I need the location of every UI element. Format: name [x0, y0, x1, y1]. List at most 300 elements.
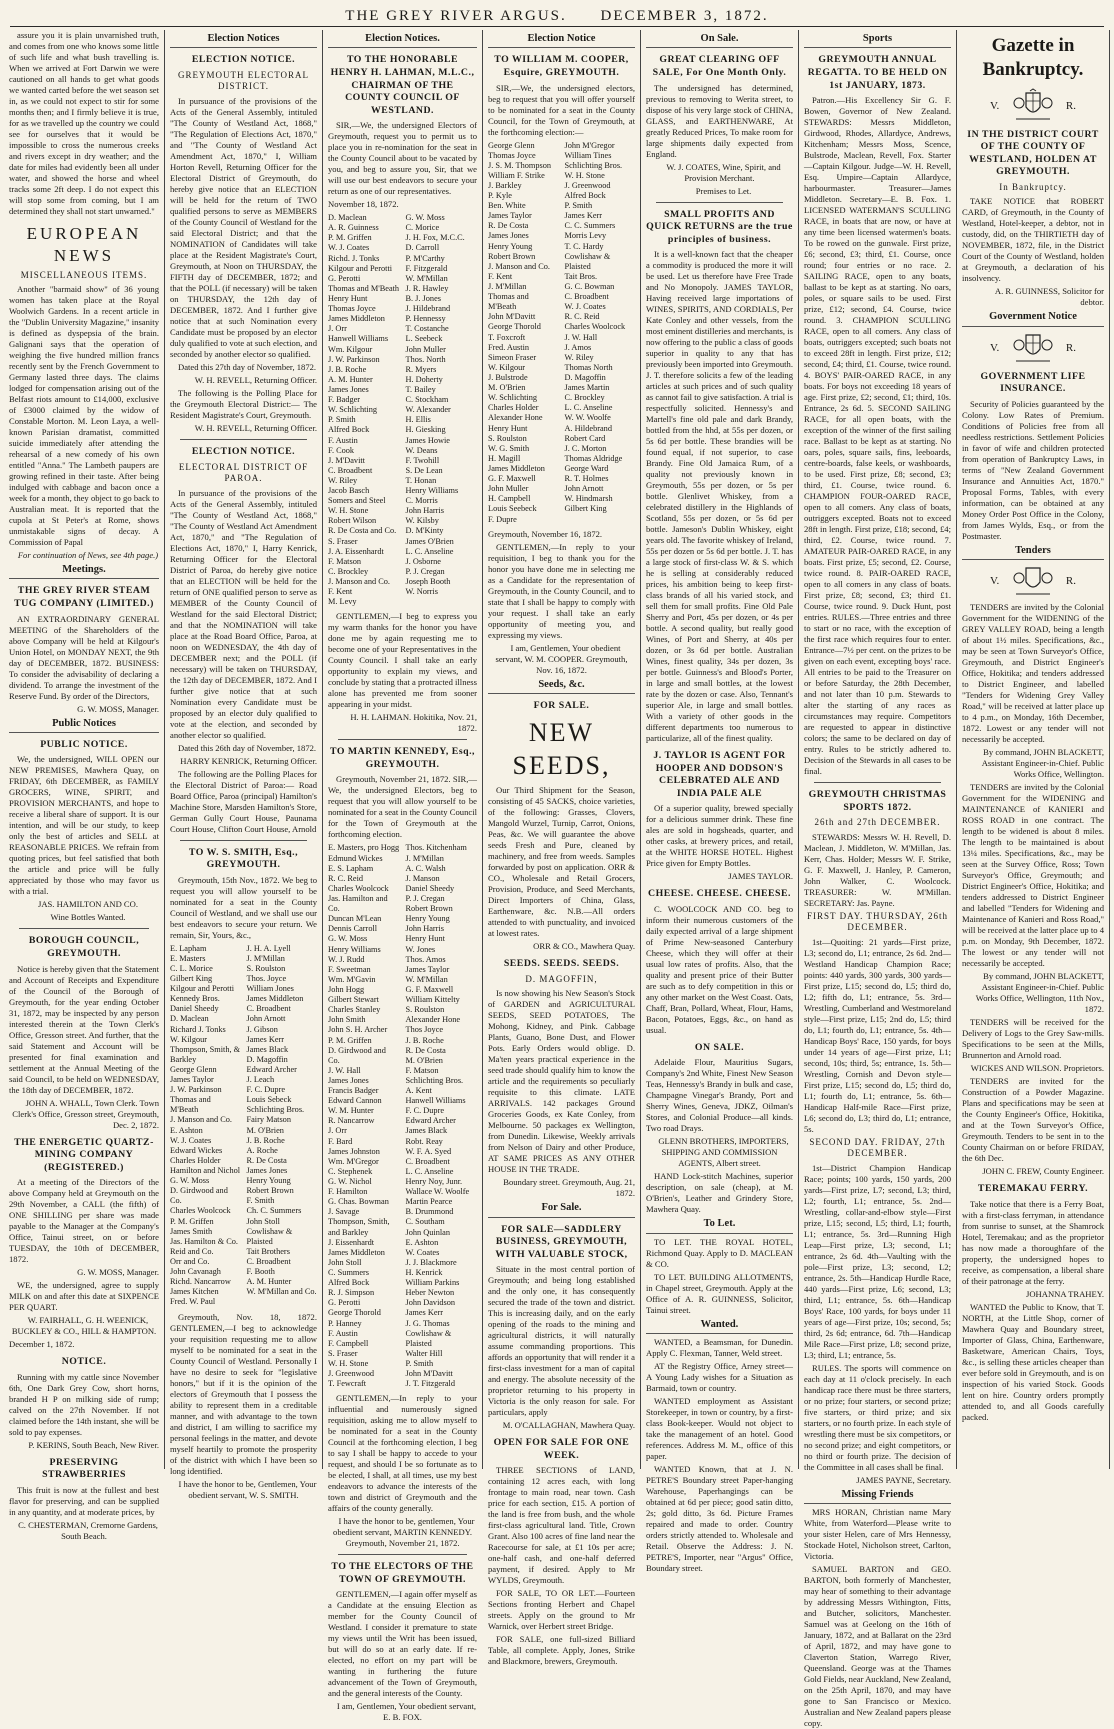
signatory-name: Henry Hunt	[328, 293, 368, 303]
borough-council-body: Notice is hereby given that the Statement and Account of Receipts and Expenditure of the Council of the Borough of Greymouth, for the year ending October 31, 1872, may be inspected by any person interested therein at the Town Clerk's Office, Gresson street. And further, that the said Statement and Account will be presented for final examination and settlement at the Annual Meeting of the said Council, to be held on WEDNESDAY, the 18th day of DECEMBER, 1872.	[9, 963, 159, 1095]
signatory-name: W. H. Stone	[328, 506, 369, 516]
signatory-name: J. B. Roche	[246, 1135, 285, 1145]
signatory-name: Cowlishaw & Plaisted	[405, 1328, 452, 1348]
greymouth-polling-place: The following is the Polling Place for the Greymouth Electoral District:— The Resident Magistrate's Court, Greymouth.	[170, 388, 317, 420]
signatory-name: W. Norris	[405, 587, 438, 597]
signatory-name: R. Nancarrow	[328, 1116, 375, 1126]
signatory-name: John Stoll	[328, 1257, 362, 1267]
signatory-name: Robert Brown	[405, 904, 453, 914]
new-seeds-title: NEW SEEDS,	[512, 717, 611, 780]
signatory-name: J. G. Thomas	[405, 1318, 450, 1328]
signatory-name: Fred. W. Paul	[170, 1297, 216, 1307]
signatory-name: H. Giesking	[405, 425, 446, 435]
signatory-name: W. G. Smith	[488, 443, 530, 453]
signatory-name: P. M. Griffen	[170, 1216, 214, 1226]
paroa-election-body: In pursuance of the provisions of the Acts of the General Assembly, intituled "The County of Westland Act, 1868," "The County of Westland Act Amendment Act, 1870," and "The Regulation of Elections Act, 1870," I, Harry Kenrick, Returning Officer for the Electoral District of Paroa, do hereby give notice that an ELECTION will be held for the return of ONE qualified person to serve as MEMBER of the County Council of Westland for the said Electoral District; and that the NOMINATION will take place at the Road Board Office, Paroa, at noon on WEDNESDAY, the 4th day of DECEMBER next; and the POLL (if necessary) will be taken on THURSDAY, the 12th day of DECEMBER, 1872. And I further give notice that at such Nomination every Candidate must be proposed by an elector duly qualified to vote at the election, and seconded by another elector so qualified.	[170, 487, 317, 740]
signatory-name: Fairy Matson	[246, 1115, 291, 1125]
signatory-name: W. M'Millan	[405, 974, 448, 984]
signatory-name: R. T. Holmes	[564, 474, 609, 484]
signatory-name: J. R. Hawley	[405, 283, 449, 293]
signatory-name: Robert Brown	[246, 1186, 294, 1196]
signatory-name: Thos. Kitchenham	[405, 843, 467, 853]
missing-barton: SAMUEL BARTON and GEO. BARTON, both formerly of Manchester, may hear of something to their advantage by addressing Messrs Withington, Fitts, and Butcher, solicitors, Manchester. Samuel was at Geelong on the 16th of January, 1872, and at Ballarat on the 23rd of April, 1872, and may have gone to Claverton Station, Warrego River, Queensland. George was at the Thames Gold Fields, near Auckland, New Zealand, on the 25th April, 1870, and may have gone to San Francisco or Mexico. Australian and New Zealand papers please copy.	[804, 1564, 952, 1729]
coat-of-arms-icon	[1012, 89, 1054, 123]
divider	[19, 928, 149, 929]
signatory-name: F. Hamilton	[328, 1187, 368, 1197]
signatory-name: F. Bard	[328, 1136, 353, 1146]
cooper-signature: I am, Gentlemen, Your obedient servant, W. M. COOPER. Greymouth, Nov. 16, 1872.	[495, 642, 628, 675]
signatory-name: Ch. C. Summers	[246, 1206, 302, 1216]
signatory-name: Ben. White	[488, 201, 526, 211]
election-notices-heading-2: Election Notices.	[328, 32, 477, 48]
signatory-name: J. M'Millan	[488, 282, 527, 292]
life-insurance-title: GOVERNMENT LIFE INSURANCE.	[980, 370, 1086, 395]
signatory-name: J. B. Roche	[328, 364, 367, 374]
christmas-sports-signature: JAMES PAYNE, Secretary.	[856, 1474, 951, 1485]
cattle-notice-title: NOTICE.	[61, 1356, 107, 1368]
borough-council-title: BOROUGH COUNCIL, GREYMOUTH.	[28, 935, 140, 960]
crest-v-2: V.	[990, 341, 1000, 354]
kennedy-reply: GENTLEMEN,—In reply to your influential and numerously signed requisition, asking me to allow myself to be nominated for a seat in the County Council at the forthcoming election, I beg to say I shall be happy to accede to your request, and should I be so fortunate as to be elected, I shall, at all times, use my best endeavors to advance the interests of the town and district of Greymouth and the affairs of the county generally.	[328, 1393, 477, 1514]
signatory-name: George Thorold	[328, 1308, 381, 1318]
signatory-name: J. Manson and Co.	[328, 577, 390, 587]
magoffin-signature: Boundary street. Greymouth, Aug. 21, 1872.	[503, 1177, 635, 1199]
tug-company-signature: G. W. MOSS, Manager.	[77, 703, 159, 714]
signatory-name: Robert Card	[564, 433, 606, 443]
ferry-signature: JOHANNA TRAHEY.	[1026, 1288, 1104, 1299]
for-sale-heading: For Sale.	[488, 1201, 635, 1217]
signatory-name: J. W. Hall	[328, 1065, 361, 1075]
signatory-name: J. Gibson	[246, 1024, 278, 1034]
signatory-name: Kennedy Bros.	[170, 994, 220, 1004]
signatory-name: John M'Davitt	[405, 1369, 453, 1379]
divider	[338, 1554, 467, 1555]
signatory-name: Tait Brothers	[246, 1246, 290, 1256]
signatory-name: Robt. Reay	[405, 1136, 443, 1146]
signatory-name: L. C. Anseline	[405, 546, 454, 556]
north-shop-notice: WANTED the Public to Know, that T. NORTH, at the Little Shop, corner of Mawhera Quay and Boundary street, Importer of Glass, China, Earthenware, Basketware, American Chairs, Toys, &c., is selling these articles cheaper than ever before sold in Greymouth, and is on inspection of his varied Stock. Goods lent on hire. Country orders promptly attended to, and all Goods carefully packed.	[962, 1301, 1104, 1422]
signatory-name: John Harris	[405, 924, 444, 934]
allotments-to-let: TO LET. BUILDING ALLOTMENTS, in Chapel street, Greymouth. Apply at the Office of A. R. GUINNESS, Solicitor, Tainui street.	[646, 1271, 793, 1315]
signatory-name: Thomas and M'Beath	[170, 1095, 211, 1115]
signatory-name: S. De Lean	[405, 465, 443, 475]
magoffin-body: Is now showing his New Season's Stock of GARDEN and AGRICULTURAL SEEDS, SEED POTATOES, The Mohong, Kidney, and Pink. Cabbage Plants, Guano, Bone Dust, and Flower Pots. Early Orders would oblige. D. Ma'ten years practical experience in the seed trade should qualify him to know the article and the requirements so peculiarly requisite to this climate. LATE ARRIVALS. 142 packages Ground Groceries Goods, ex Kate Conley, from Melbourne. 50 packages ex Wellington, from Dunedin. Likewise, Weekly arrivals from Nelson of Dairy and other Produce, AT SAME PRICES AS ANY OTHER HOUSE IN THE TRADE.	[488, 988, 635, 1175]
taylor-body: It is a well-known fact that the cheaper a commodity is produced the more it will be used. Let us therefore have Free Trade and No Monopoly. JAMES TAYLOR, Having received large importations of WINES, SPIRITS, AND CORDIALS, Per Kate Conley and other vessels, from the most eminent distilleries and merchants, is now offering to the public a class of goods superior in quality to any that has previously been imported into Greymouth. J. T. therefore solicits a few of the leading articles at such prices and of such quality as cannot fail to give satisfaction. A trial is respectfully solicited. Hennessy's and Martell's fine old pale and dark Brandy, bottled from the hhd, at 55s per dozen, or 5s 6d per bottle. These brandies will be found equal, if not superior, to case Brandy. Fine Old Jamaica Rum, of a quality not previously known in Greymouth, 55s per dozen, or 5s per bottle. Glenlivet Whiskey, from a celebrated distillery in the Highlands of Scotland, 55s per dozen, or 5s 6d per bottle. Jameson's Dublin Whiskey, eight years old. The favorite whiskey of Ireland, 55s per dozen or 5s 6d per bottle. J. T. has a large stock of first-class W. & S. which he is selling at considerably reduced prices, his ambition being to keep first-class brands of all his varied stock, and sell them for small profits. Fine Old Pale Sherry and Port, 45s per dozen, or 4s per bottle. A second quality, but really good Wines, of Port and Sherry, at 40s per dozen, or 3s 6d per bottle. Australian Wines, finest quality, 34s per dozen, 3s per bottle. Guinness's and Blood's Porter, in large and small bottles, at the lowest rate by the dozen or case. Also, Tennant's superior Ale, in large and small bottles. With a variety of other goods in the different departments too numerous to particularize, all of the finest quality.	[646, 249, 793, 744]
coat-of-arms-icon	[1012, 564, 1054, 598]
kennedy-signatories	[328, 843, 477, 1389]
signatory-name: J. A. Eissenhardt	[328, 546, 384, 556]
signatory-name: Richard J. Tonks	[170, 1024, 226, 1034]
signatory-name: R. C. Reid	[328, 873, 364, 883]
cooper-requisition-date: Greymouth, November 16, 1872.	[488, 528, 603, 539]
clearing-sale-signature: W. J. COATES, Wine, Spirit, and Provision Merchant.	[666, 161, 781, 183]
signatory-name: H. Ellis	[405, 415, 431, 425]
signatory-name: H. Doherty	[405, 374, 443, 384]
signatory-name: F. Kent	[488, 271, 513, 281]
milk-notice-signature: W. FAIRHALL, G. H. WEENICK, BUCKLEY & CO., HILL & HAMPTON.	[11, 1315, 157, 1337]
royal-crest-2	[962, 331, 1104, 365]
crest-r-2: R.	[1065, 341, 1076, 354]
tug-company-title: THE GREY RIVER STEAM TUG COMPANY (LIMITED.)	[14, 585, 154, 609]
lahman-requisition-title: TO THE HONORABLE HENRY H. LAHMAN, M.L.C., CHAIRMAN OF THE COUNTY COUNCIL OF WESTLAND.	[330, 54, 475, 116]
signatory-name: Henry Hunt	[405, 934, 445, 944]
signatory-name: E. Ashton	[170, 1125, 203, 1135]
signatory-name: W. H. Stone	[564, 170, 605, 180]
signatory-name: S. Roulston	[488, 433, 527, 443]
saw-mills-tender-signature: WICKES AND WILSON. Proprietors.	[970, 1063, 1104, 1074]
signatory-name: P. Smith	[328, 415, 356, 425]
signatory-name: G. W. Nichol	[328, 1177, 372, 1187]
signatory-name: R. C. Reid	[564, 312, 600, 322]
signatory-name: J. Amos	[564, 342, 592, 352]
election-notices-heading: Election Notices	[170, 32, 317, 48]
signatory-name: Schlichting Bros.	[246, 1105, 305, 1115]
signatory-name: Tait Bros.	[564, 271, 598, 281]
signatory-name: G. F. Maxwell	[488, 474, 536, 484]
signatory-name: Alfred Bock	[564, 191, 606, 201]
greymouth-election-title: ELECTION NOTICE.	[191, 54, 296, 66]
signatory-name: Duncan M'Lean	[328, 914, 382, 924]
signatory-name: H. Magill	[488, 453, 521, 463]
signatory-name: E. Masters, pro Hogg	[328, 843, 400, 853]
signatory-name: Daniel Sheedy	[170, 1004, 219, 1014]
christmas-sports-dates: 26th and 27th DECEMBER.	[814, 817, 941, 828]
smith-signature: I have the honor to be, Gentlemen, Your obedient servant, W. S. SMITH.	[178, 1478, 317, 1500]
signatory-name: William Tines	[564, 150, 612, 160]
signatory-name: A. Hildebrand	[564, 423, 612, 433]
signatory-name: James Black	[246, 1044, 289, 1054]
signatory-name: C. Summers	[328, 1268, 370, 1278]
signatory-name: Thomas North	[564, 362, 613, 372]
signatory-name: P. Smith	[405, 1359, 434, 1368]
signatory-name: Hamilton and Nichol	[170, 1166, 241, 1176]
land-sale-title: OPEN FOR SALE FOR ONE WEEK.	[493, 1437, 630, 1461]
signatory-name: Schlichting Bros.	[564, 160, 623, 170]
signatory-name: D. Carroll	[405, 243, 440, 253]
signatory-name: A. R. Guinness	[328, 223, 379, 233]
signatory-name: Reid and Co.	[170, 1246, 214, 1256]
signatory-name: Robert Brown	[488, 251, 536, 261]
signatory-name: W. Riley	[328, 475, 358, 485]
signatory-name: D. Magoffin	[246, 1054, 288, 1064]
signatory-name: F. Twohill	[405, 455, 440, 465]
clearing-sale-title: GREAT CLEARING OFF SALE, For One Month Only.	[652, 54, 787, 78]
signatory-name: James Jones	[246, 1166, 288, 1176]
signatory-name: Hanwell Williams	[405, 1096, 466, 1106]
signatory-name: W. Kilgour	[170, 1034, 208, 1044]
signatory-name: T. Fewcraft	[328, 1379, 367, 1389]
signatory-name: M. O'Brien	[488, 383, 526, 393]
signatory-name: James Middleton	[488, 464, 545, 473]
signatory-name: Charles Woolcock	[328, 883, 389, 893]
signatory-name: D. Girdwood and Co.	[170, 1186, 228, 1206]
glenn-signature: GLENN BROTHERS, IMPORTERS, SHIPPING AND COMMISSION AGENTS, Albert street.	[658, 1136, 789, 1169]
greymouth-election-date: Dated this 27th day of November, 1872.	[178, 362, 317, 372]
cooper-requisition-body: SIR,—We, the undersigned electors, beg to request that you will offer yourself to be nominated for a seat in the County Council, for the Town of Greymouth, at the forthcoming election:—	[488, 82, 635, 137]
signatory-name: Martin Pearce	[405, 1197, 453, 1207]
cheese-title: CHEESE. CHEESE. CHEESE.	[648, 888, 791, 900]
milk-notice-body: WE, the undersigned, agree to supply MILK on and after this date at SIXPENCE PER QUART.	[9, 1280, 159, 1313]
signatory-name: John Smith	[328, 1015, 366, 1025]
signatory-name: C. Broadbent	[246, 1257, 291, 1267]
signatory-name: J. Barkley	[488, 180, 522, 190]
signatory-name: L. Seebeck	[405, 334, 443, 344]
signatory-name: S. Fraser	[328, 536, 358, 546]
public-notice-signature: JAS. HAMILTON AND CO.	[37, 899, 139, 910]
signatory-name: F. Austin	[328, 435, 358, 445]
signatory-name: Morris Levy	[564, 231, 607, 241]
public-notices-heading: Public Notices	[9, 717, 159, 733]
signatory-name: Joseph Booth	[405, 577, 451, 587]
signatory-name: Henry Young	[405, 914, 450, 924]
saddlery-signature: M. O'CALLAGHAN, Mawhera Quay.	[502, 1420, 635, 1431]
signatory-name: D. Girdwood and Co.	[328, 1045, 386, 1065]
cattle-notice-body: Running with my cattle since November 6th, One Dark Grey Cow, short horns, branded H P on milking side of rump; calved on the 27th November. If not claimed before the 14th instant, she will be sold to pay expenses.	[9, 1371, 159, 1437]
signatory-name: Robert Wilson	[328, 516, 377, 526]
signatory-name: J. Greenwood	[328, 1369, 375, 1379]
signatory-name: James Middleton	[328, 314, 385, 324]
greymouth-election-subtitle: GREYMOUTH ELECTORAL DISTRICT.	[177, 69, 310, 92]
signatory-name: G. Perotti	[328, 1298, 361, 1308]
strawberries-signature: C. CHESTERMAN, Cremorne Gardens, South Beach.	[18, 1519, 158, 1541]
signatory-name: P. M. Griffen	[328, 1035, 372, 1045]
signatory-name: W. Hindmarsh	[564, 494, 613, 504]
wanted-beamsman: WANTED, a Beamsman, for Dunedin. Apply C. Flexman, Tanner, Weld street.	[646, 1337, 793, 1359]
signatory-name: Thompson, Smith, and Barkley	[328, 1217, 390, 1237]
signatory-name: W. J. Coates	[328, 243, 370, 253]
signatory-name: J. J. Blackmore	[405, 1257, 457, 1267]
signatory-name: A. Roche	[246, 1145, 278, 1155]
wanted-storekeeper: WANTED employment as Assistant Storekeeper, in town or country, by a first-class Book-keeper. Would not object to take the management of an hotel. Good references. Address M. M., office of this paper.	[646, 1396, 793, 1462]
signatory-name: A. Kent	[405, 1086, 432, 1096]
lahman-requisition-body: SIR,—We, the undersigned Electors of Greymouth, request you to permit us to place you in re-nomination for the seat in the County Council about to be vacated by you, and beg to assure you, Sir, that we will use our best endeavors to secure your return as one of our representatives.	[328, 120, 477, 197]
grey-valley-tender: TENDERS are invited by the Colonial Government for the WIDENING of the GREY VALLEY ROAD, being a length of about 1½ miles. Specifications, &c., may be seen at Town Surveyor's Office, Greymouth, and District Engineer's Office, Hokitika; and tenders addressed to District Engineer, and labelled "Tenders for Widening Grey Valley Road," will be received at latter place up to 4 p.m., on Monday, 16th December, 1872. Lowest or any tender will not necessarily be accepted.	[962, 602, 1104, 745]
for-sale-title: FOR SALE.	[533, 700, 590, 712]
signatory-name: W. M'Millan	[405, 273, 448, 283]
regatta-title: GREYMOUTH ANNUAL REGATTA. TO BE HELD ON 1st JANUARY, 1873.	[807, 54, 948, 91]
signatory-name: Gilbert King	[564, 504, 607, 514]
signatory-name: J. T. Fitzgerald	[405, 1379, 455, 1389]
wanted-barmaid: AT the Registry Office, Arney street—A Young Lady wishes for a Situation as Barmaid, town or country.	[646, 1361, 793, 1394]
signatory-name: George Ward	[564, 464, 609, 473]
signatory-name: George Thorold	[488, 322, 541, 332]
meetings-heading: Meetings.	[9, 563, 159, 579]
missing-horan: MRS HORAN, Christian name Mary White, from Waterford—Please write to your sister Helen, care of Mrs Hennessy, Stockade Hotel, Nicholson street, Carlton, Victoria.	[804, 1507, 951, 1562]
signatory-name: W. M'Millan and Co.	[246, 1287, 317, 1297]
christmas-sports-title: GREYMOUTH CHRISTMAS SPORTS 1872.	[808, 789, 947, 813]
signatory-name: Thomas Joyce	[328, 304, 376, 314]
tenders-heading: Tenders	[962, 544, 1104, 560]
signatory-name: W. Alexander	[405, 405, 451, 415]
christmas-sports-rules: RULES. The sports will commence on each day at 11 o'clock precisely. In each handicap race there must be three starters, or no prize; four starters, or second prize; five starters, or third prize; and six starters, or no fourth prize. In each style of wrestling there must be six competitors, or no second prize; and eight competitors, or no third or fourth prize. The decision of the Committee in all cases shall be final.	[804, 1362, 951, 1472]
signatory-name: S. Roulston	[405, 1005, 445, 1015]
signatory-name: James O'Brien	[405, 536, 454, 546]
signatory-name: Thomas Joyce	[488, 150, 536, 160]
gazette-heading: Gazette in Bankruptcy.	[982, 35, 1084, 81]
signatory-name: Francis Badger	[328, 1086, 379, 1096]
signatory-name: John Hogg	[328, 984, 365, 994]
signatory-name: Edward Wickes	[170, 1145, 223, 1155]
wanted-heading: Wanted.	[646, 1318, 793, 1334]
signatory-name: S. Roulston	[246, 963, 286, 973]
signatory-name: James Kerr	[564, 211, 603, 221]
signatory-name: J. W. Parkinson	[170, 1085, 222, 1095]
signatory-name: C. C. Summers	[564, 221, 616, 231]
signatory-name: Thomas Aldridge	[564, 453, 623, 463]
divider	[180, 840, 307, 841]
greymouth-election-body: In pursuance of the provisions of the Acts of the General Assembly, intituled "The County of Westland Act, 1868," "The Regulation of Elections Act, 1870," and "The County of Westland Act Amendment Act, 1870," I, William Horton Revell, Returning Officer for the Electoral District of Greymouth, do hereby give notice that an ELECTION will be held for the return of TWO qualified persons to serve as MEMBERS of the County Council of Westland for the said Electoral District; and that the NOMINATION of Candidates will take place at the Resident Magistrate's Court, Greymouth, at Noon on THURSDAY, the FIFTH day of DECEMBER, 1872; and that the POLL (if necessary) will be taken on THURSDAY, the 12th day of DECEMBER, 1872. And I further give notice that at such Nomination every Candidate must be proposed by an elector duly qualified to vote at such election, and seconded by another elector so qualified.	[170, 96, 317, 359]
signatory-name: Orr and Co.	[170, 1257, 210, 1267]
divider	[180, 439, 307, 440]
glenn-on-sale-body: Adelaide Flour, Mauritius Sugars, Company's 2nd White, Finest New Season Teas, Hennessy's Brandy in bulk and case, Champagne Vinegar's Brandy, Port and Sherry Wines, Geneva, JDKZ, Oilman's Stores, and Colonial Produce—all kinds. Two road Drays.	[646, 1057, 793, 1134]
kennedy-requisition-title: TO MARTIN KENNEDY, Esq., GREYMOUTH.	[329, 746, 476, 770]
saddlery-title: FOR SALE—SADDLERY BUSINESS, GREYMOUTH, WITH VALUABLE STOCK,	[495, 1223, 628, 1260]
signatory-name: E. Ashton	[405, 1237, 439, 1247]
crest-r: R.	[1065, 99, 1076, 112]
column-6	[799, 30, 957, 1729]
signatory-name: William Jones	[246, 984, 294, 994]
signatory-name: J. Leach	[246, 1075, 275, 1085]
signatory-name: B. Drummond	[405, 1207, 454, 1217]
signatory-name: J. M'Davitt	[328, 455, 365, 465]
signatory-name: P. J. Cregan	[405, 566, 445, 576]
quartz-company-signature: G. W. MOSS, Manager.	[77, 1267, 159, 1278]
column-5	[641, 30, 799, 1574]
signatory-name: Heber Newton	[405, 1288, 455, 1298]
signatory-name: William Kittelty	[405, 995, 460, 1005]
signatory-name: John Arnott	[564, 484, 604, 494]
kennedy-requisition-body: Greymouth, November 21, 1872. SIR,—We, the undersigned Electors, beg to request that you will allow yourself to be nominated for a seat in the County Council for the Town of Greymouth at the forthcoming election.	[328, 774, 477, 840]
royal-crest	[962, 89, 1104, 123]
signatory-name: John Davidson	[405, 1298, 456, 1308]
signatory-name: F. Cook	[328, 445, 355, 455]
european-news-heading: EUROPEAN NEWS	[26, 224, 142, 265]
signatory-name: Louis Seebeck	[488, 504, 537, 514]
signatory-name: Wm. M'Gavin	[328, 974, 376, 984]
signatory-name: L. C. Anseline	[405, 1166, 454, 1176]
clearing-sale-body: The undersigned has determined, previous to removing to Werita street, to dispose of his very large stock of CHINA, GLASS, and EARTHENWARE, At greatly Reduced Prices, To make room for large shipments daily expected from England.	[646, 82, 793, 159]
fox-address-body: GENTLEMEN,—I again offer myself as a Candidate at the ensuing Election as member for the County Council of Westland. I consider it premature to state my views until the Writ has been issued, but will do so at an early date. If re-elected, no effort on my part will be wanting in furthering the future advancement of the Town of Greymouth, and the general interests of the County.	[328, 1589, 477, 1699]
signatory-name: Walter Hill	[405, 1348, 443, 1358]
card-bankruptcy-signature: A. R. GUINNESS, Solicitor for debtor.	[994, 286, 1104, 308]
taylor-title: SMALL PROFITS AND QUICK RETURNS are the true principles of business.	[646, 208, 793, 245]
signatory-name: W. F. A. Syed	[405, 1146, 452, 1156]
signatory-name: Thomas and M'Beath	[328, 283, 400, 293]
cheese-body: C. WOOLCOCK AND CO. beg to inform their numerous customers of the daily expected arrival of a large shipment of Prime New-seasoned Canterbury Cheese, which they will offer at their usual low rates of profits. Also, that the quality and present price of their Butter are such as to defy competition in this or any other market on the West Coast. Oats, Chaff, Bran, Pollard, Wheat, Flour, Hams, Bacon, Potatoes, Eggs, &c., on hand as usual.	[646, 903, 793, 1035]
strawberries-body: This fruit is now at the fullest and best flavor for preserving, and can be supplied in any quantity, and at moderate prices, by	[9, 1484, 159, 1517]
signatory-name: Gilbert Stewart	[328, 995, 379, 1005]
second-day-events: 1st—District Champion Handicap Race; points; 100 yards, 150 yards, 200 yards—First prize, L7; second, L3; third, L2; fourth, L1; entrance, 5s. 2nd—Wrestling, collar-and-elbow style—First prize, L15; second, L5; third, L1; fourth, L1; entrance, 5s. 3rd—Running High Leap—First prize, L3; second, L1; entrance, 2s 6d. 4th—Vaulting with the pole—First prize, L3; second, L2; entrance, 2s. 5th—Handicap Hurdle Race, 440 yards—First prize, L6; second, L3; third, L1; entrance, 5s. 6th—Handicap Boys' Race, 100 yards, for boys under 11 years of age—First prize, 10s; second, 5s; third, 2s 6d; entrance, 6d. 7th—Handicap Mile Race—First prize, L8; second prize, L3; third, L1; entrance, 5s.	[804, 1162, 951, 1360]
signatory-name: Henry Williams	[405, 486, 459, 496]
signatory-name: James Kerr	[405, 1308, 444, 1318]
saddlery-body: Situate in the most central portion of Greymouth; and being long established and the only one, it has consequently secured the trade of the town and district. This is increasing daily, and on the early opening of the roads to the mining and agricultural districts, it will naturally assume commanding proportions. This affords an opportunity that will render it a first-class investment for a man of capital and energy. The absolute necessity of the proprietor returning to his property in Victoria is the only reason for sale. For particulars, apply	[488, 1264, 635, 1418]
fox-address-title: TO THE ELECTORS OF THE TOWN OF GREYMOUTH.	[331, 1561, 474, 1585]
signatory-name: Gilbert King	[170, 973, 213, 983]
signatory-name: Edmund Wickes	[328, 853, 383, 863]
signatory-name: F. Kent	[328, 587, 353, 597]
signatory-name: Thos Joyce	[405, 1025, 444, 1035]
signatory-name: C. L. Morice	[170, 963, 213, 973]
signatory-name: R. De Costa	[488, 221, 529, 231]
signatory-name: L. C. Anseline	[564, 403, 613, 413]
new-seeds-body: Our Third Shipment for the Season, consisting of 45 SACKS, choice varieties, of the following: Grasses, Clovers, Mangold Wurzel, Turnip, Carrot, Onions, Peas, &c. We will guarantee the above seeds Fresh and Pure, cleaned by machinery, and free from weeds. Samples forwarded by post on application. ORR & CO., Wholesale and Retail Grocers, Provision, Produce, and Seed Merchants, Direct Importers of China, Glass, Earthenware, &c. N.B.—All orders attended to with punctuality, and invoiced at lowest rates.	[488, 785, 635, 939]
missing-friends-heading: Missing Friends	[804, 1488, 951, 1504]
signatory-name: W. H. Stone	[328, 1359, 369, 1368]
greymouth-polling-signature: W. H. REVELL, Returning Officer.	[194, 423, 317, 433]
signatory-name: Richd. Nancarrow	[170, 1277, 231, 1287]
regatta-body: Patron.—His Excellency Sir G. F. Bowen, Governor of New Zealand. STEWARDS: Messrs Middleton, Girdwood, Rhodes, Allardyce, Andrews, Kitchenham; Messrs Moss, Scence, Bulstrode, Maclean, Revell, Fox. Starter—Captain Kilgour. Judge—W. H. Revell, Esq. Umpire—Captain Allardyce, harbourmaster. Treasurer—James Middleton. Secretary—E. B. Fox. 1. LICENSED WATERMAN'S SCULLING RACE, in boats that are now, or have at any time been licensed watermen's boats. To be rowed on the gunwale. First prize, £6; second, £3; third, £1. Course, once round; four entries or no race. 2. SAILING RACE, open to any boats, ballast to be kept as at starting. No oars, poles, or square sails to be used. First prize, £12; second, £4. Course, twice round. 3. CHAMPION SCULLING RACE, open to all comers. Any class of boats, outriggers excepted; such boats not to exceed 28ft in length. First prize, £12; second, £4; third, £1. Course, twice round. 4. BOYS' PAIR-OARED RACE, in any boats. For boys not exceeding 18 years of age. First prize, £2; second, £1; third, 10s. Entrance, 2s 6d. 5. SECOND SAILING RACE, for all open boats, with the exception of the winner of the first sailing race. Ballast to be kept as at starting. No oars, poles, square sails, fins, leeboards, centre-boards, false keels, or washboards, to be used. First prize, £8; second, £3; third, £1. Course, twice round. 6. CHAMPION FOUR-OARED RACE, open to all comers. Any class of boats, outriggers excepted. Boats not to exceed 28ft in length. First prize, £18; second, £4; third, £2. Course, twice round. 7. AMATEUR PAIR-OARED RACE, in any boats. First prize, £5; second, £2. Course, twice round. 8. PAIR-OARED RACE, open to all comers in any class of boats. First prize, £8; second, £3; third £1. Course, twice round. 9. Duck Hunt, post entries. RULES.—Three entries and three to start or no race, with the exception of the first race which requires four to enter. Entrance—7½ per cent. on the prizes to be given on each event, excepting boys' race. All entries to be paid to the Treasurer on or before Saturday, the 28th December, and not later than 10 p.m. Stewards to alter the starting of any races as circumstances may require. Competitors are requested to appear in distinctive colors; the same to be declared on day of entry. Rules to be strictly adhered to. Decision of the Stewards in all cases to be final.	[804, 95, 951, 777]
fox-signature: I am, Gentlemen, Your obedient servant, E. B. FOX.	[336, 1701, 477, 1723]
signatory-name: J. H. A. Lyell	[246, 943, 291, 953]
signatory-name: John Arnott	[246, 1014, 286, 1024]
signatory-name: James Martin	[564, 383, 610, 393]
signatory-name: James Middleton	[328, 1247, 385, 1257]
signatory-name: C. Broadbent	[405, 1156, 450, 1166]
wine-bottles-notice: Wine Bottles Wanted.	[50, 912, 126, 923]
christmas-sports-stewards: STEWARDS: Messrs W. H. Revell, D. Maclean, J. Middleton, W. M'Millan, Jas. Kerr, Chas. Holder; Messrs W. F. Strike, G. F. Maxwell, J. Hanley, P. Cameron, John Walker, C. Woolcock. TREASURER: W. M'Millan. SECRETARY: Jas. Payne.	[804, 831, 951, 908]
signatory-name: James Taylor	[488, 211, 532, 221]
signatory-name: H. Kenrick	[405, 1268, 443, 1278]
signatory-name: E. S. Lapham	[328, 863, 374, 873]
borough-council-signature: JOHN A. WHALL, Town Clerk. Town Clerk's Office, Gresson street, Greymouth, Dec. 2, 1872.	[12, 1097, 159, 1130]
signatory-name: T. Honan	[405, 475, 437, 485]
column-4	[483, 30, 641, 1667]
signatory-name: C. Broadbent	[246, 1004, 291, 1014]
signatory-name: D. Maclean	[170, 1014, 209, 1024]
signatory-name: James Smith	[170, 1226, 213, 1236]
signatory-name: James Taylor	[405, 964, 450, 974]
signatory-name: J. Hildebrand	[405, 304, 451, 314]
crest-v: V.	[990, 99, 1000, 112]
divider	[814, 782, 941, 783]
signatory-name: J. Greenwood	[564, 180, 611, 190]
signatory-name: F. Smith	[246, 1196, 275, 1206]
signatory-name: J. Orr	[328, 324, 347, 334]
signatory-name: James Taylor	[170, 1075, 214, 1085]
signatory-name: Daniel Sheedy	[405, 883, 455, 893]
signatory-name: James Jones	[328, 1075, 369, 1085]
signatory-name: F. Dupre	[488, 514, 517, 524]
signatory-name: John Quinlan	[405, 1227, 450, 1237]
signatory-name: Thos. North	[405, 354, 446, 364]
misc-items-heading: MISCELLANEOUS ITEMS.	[20, 269, 148, 280]
signatory-name: J. H. Fox, M.C.C.	[405, 233, 465, 243]
signatory-name: J. Manson and Co.	[170, 1115, 232, 1125]
signatory-name: J. W. Hall	[564, 332, 598, 342]
signatory-name: Somers and Steel	[328, 496, 386, 506]
signatory-name: C. Broadbent	[328, 465, 373, 475]
district-court-title: IN THE DISTRICT COURT OF THE COUNTY OF WESTLAND, HOLDEN AT GREYMOUTH.	[967, 128, 1099, 178]
signatory-name: G. W. Moss	[170, 1176, 210, 1186]
signatory-name: Cowlishaw & Plaisted	[246, 1226, 293, 1246]
signatory-name: W. Schlichting	[488, 393, 538, 403]
signatory-name: C. Southam	[405, 1217, 445, 1227]
signatory-name: Charles Holder	[488, 403, 539, 413]
royal-crest-3	[962, 564, 1104, 598]
signatory-name: Richd. J. Tonks	[328, 253, 380, 263]
cooper-requisition-title: TO WILLIAM M. COOPER, Esquire, GREYMOUTH.	[494, 54, 629, 78]
signatory-name: John S. H. Archer	[328, 1025, 388, 1035]
signatory-name: W. Coates	[405, 1247, 440, 1257]
signatory-name: George Glenn	[170, 1064, 217, 1074]
powder-magazine-tender-signature: JOHN C. FREW, County Engineer.	[982, 1166, 1104, 1177]
powder-magazine-tender: TENDERS are invited for the Construction of a Powder Magazine. Plans and specifications may be seen at the County Engineer's Office, Hokitika, and at the Town Surveyor's Office, Greymouth. Tenders to be sent in to the County Chairman on or before FRIDAY, the 6th Dec.	[962, 1076, 1104, 1164]
signatory-name: Charles Holder	[170, 1155, 221, 1165]
signatory-name: Alfred Bock	[328, 1278, 370, 1288]
signatory-name: J. Bulstrode	[488, 373, 528, 383]
signatory-name: Alfred Bock	[328, 425, 370, 435]
magoffin-seeds-title: SEEDS. SEEDS. SEEDS.	[503, 958, 620, 970]
